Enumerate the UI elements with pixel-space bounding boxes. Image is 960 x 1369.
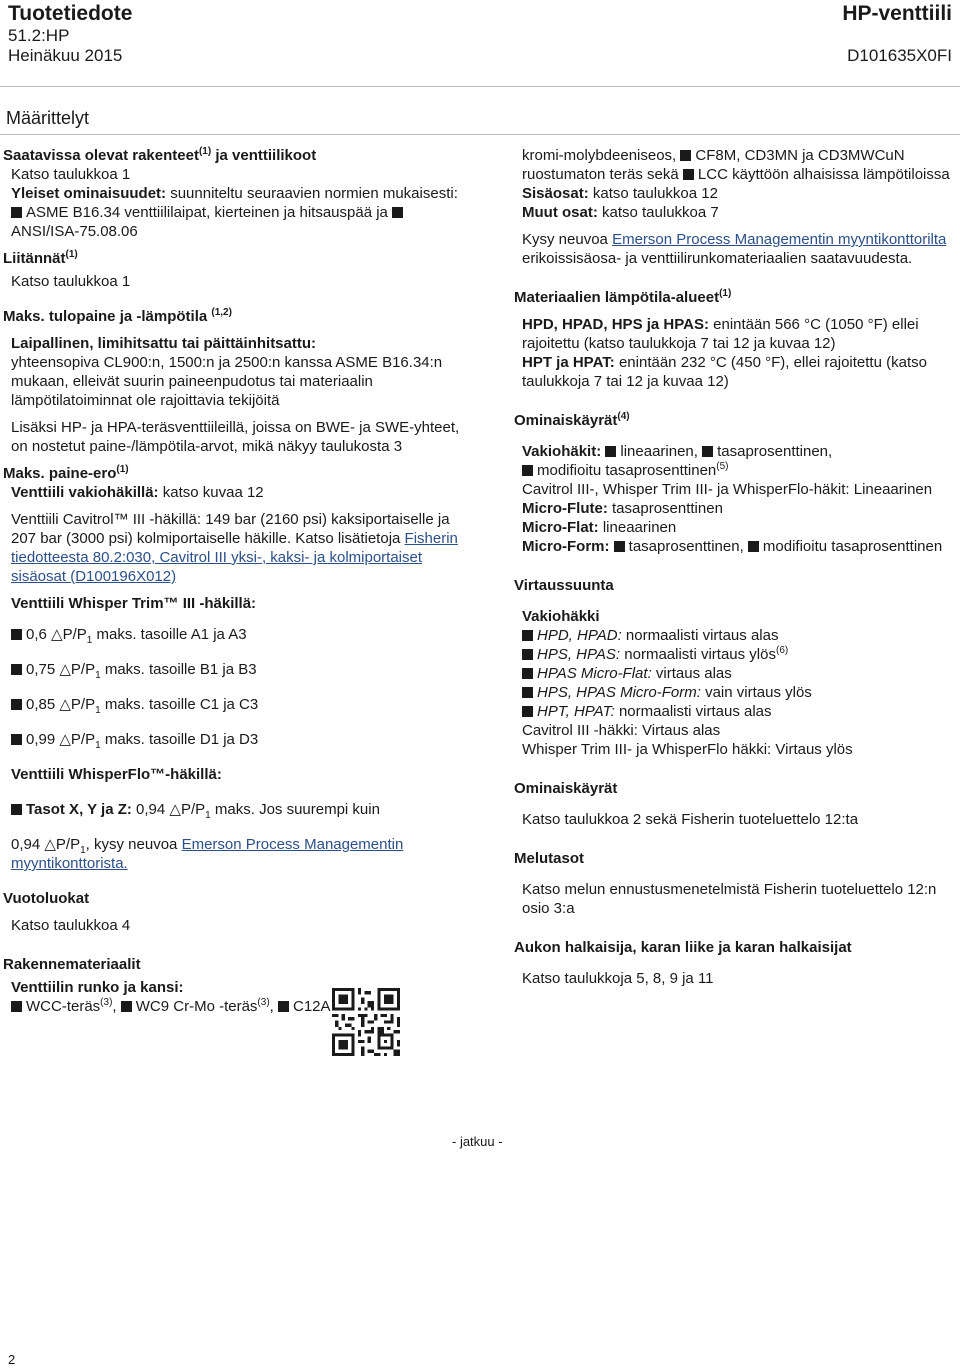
whisper-trim-heading: Venttiili Whisper Trim™ III -häkillä: [11, 595, 257, 612]
bullet-square-icon [11, 699, 22, 710]
whisperflo-line: Tasot X, Y ja Z: 0,94 $\triangle P/P_1$ maks. Jos suurempi kuin [11, 800, 463, 819]
liitannat-ref: Katso taulukkoa 1 [11, 273, 131, 290]
flow-item: HPD, HPAD: normaalisti virtaus alas [522, 626, 954, 645]
flow-item: HPAS Micro-Flat: virtaus alas [522, 664, 954, 683]
delta-icon: △ [59, 696, 71, 713]
delta-icon: △ [51, 626, 63, 643]
micro-flute-line: Micro-Flute: tasaprosenttinen [522, 500, 723, 517]
page-number: 2 [8, 1352, 16, 1367]
bullet-square-icon [522, 649, 533, 660]
vakiohakki-sub: Vakiohäkki [522, 608, 600, 625]
bullet-square-icon [522, 465, 533, 476]
materials-continued: kromi-molybdeeniseos, CF8M, CD3MN ja CD3MWCuN ruostumaton teräs sekä LCC käyttöön alhaisissa lämpötiloissa [522, 147, 950, 183]
tulopaine-text2: Lisäksi HP- ja HPA-teräsventtiileillä, joissa on BWE- ja SWE-yhteet, on nostetut paine-/lämpötila-arvot, mikä näkyy taulukosta 3 [11, 419, 460, 455]
aukon-halkaisija-heading: Aukon halkaisija, karan liike ja karan halkaisijat [514, 939, 852, 956]
header-left [8, 2, 132, 66]
section-divider [0, 134, 960, 135]
whisperflo-contact: 0,94 $\triangle P/P_1$, kysy neuvoa Emerson Process Managementin myyntikonttorista. [11, 836, 404, 872]
doc-number: 51.2:HP [8, 26, 70, 45]
bullet-square-icon [121, 1001, 132, 1012]
delta-icon: △ [169, 801, 181, 818]
kysy-neuvoa-text: Kysy neuvoa Emerson Process Managementin myyntikonttorilta erikoissisäosa- ja venttiilirunkomateriaalien saatavuudesta. [522, 231, 947, 267]
bullet-square-icon [680, 150, 691, 161]
bullet-square-icon [522, 630, 533, 641]
bullet-square-icon [683, 169, 694, 180]
emerson-contact-link[interactable]: Emerson Process Managementin myyntikonttorilta [612, 231, 947, 248]
yleiset-ominaisuudet: Yleiset ominaisuudet: suunniteltu seuraavien normien mukaisesti: ASME B16.34 venttiililaipat, kierteinen ja hitsauspää ja ANSI/ISA-75.08.06 [11, 185, 458, 240]
qr-code-icon [332, 988, 400, 1056]
bullet-square-icon [392, 207, 403, 218]
whisper-trim-item: 0,99 $\triangle P/P_1$ maks. tasoille D1 ja D3 [11, 730, 463, 749]
bullet-square-icon [11, 664, 22, 675]
paine-ero-heading: Maks. paine-ero$^{(1)}$ [3, 464, 129, 482]
bullet-square-icon [522, 668, 533, 679]
doc-type: Tuotetiedote [8, 2, 133, 25]
vuotoluokat-ref: Katso taulukkoa 4 [11, 917, 131, 934]
tulopaine-text: yhteensopiva CL900:n, 1500:n ja 2500:n kanssa ASME B16.34:n mukaan, elleivät suurin paineenpudotus tai materiaalin lämpötilatoiminnat ole rajoittavia tekijöitä [11, 354, 443, 409]
doc-code: D101635X0FI [847, 46, 952, 65]
doc-date: Heinäkuu 2015 [8, 46, 123, 65]
runko-kansi-sub: Venttiilin runko ja kansi: [11, 979, 184, 996]
lampotila-alueet-heading: Materiaalien lämpötila-alueet$^{(1)}$ [514, 288, 732, 306]
bullet-square-icon [522, 687, 533, 698]
virtaussuunta-heading: Virtaussuunta [514, 577, 614, 594]
aukon-halkaisija-text: Katso taulukkoja 5, 8, 9 ja 11 [522, 970, 714, 987]
bullet-square-icon [614, 541, 625, 552]
rakenteet-ref: Katso taulukkoa 1 [11, 166, 131, 183]
flow-item: HPS, HPAS: normaalisti virtaus ylös$^{(6)}$ [522, 645, 954, 664]
micro-form-line: Micro-Form: tasaprosenttinen, modifioitu tasaprosenttinen [522, 538, 943, 555]
tulopaine-heading: Maks. tulopaine ja -lämpötila $^{(1,2)}$ [3, 307, 232, 325]
rakennemateriaalit-heading: Rakennemateriaalit [3, 956, 141, 973]
vuotoluokat-heading: Vuotoluokat [3, 890, 90, 907]
header-divider [0, 86, 960, 87]
right-column [514, 146, 954, 988]
rakenteet-heading: Saatavissa olevat rakenteet$^{(1)}$ ja venttiilikoot [3, 146, 317, 164]
vakiohakit-line: Vakiohäkit: lineaarinen, tasaprosenttinen, modifioitu tasaprosenttinen$^{(5)}$ [522, 443, 833, 479]
ominaiskayrat2-text: Katso taulukkoa 2 sekä Fisherin tuoteluettelo 12:ta [522, 811, 859, 828]
whisperflo-heading: Venttiili WhisperFlo™-häkillä: [11, 766, 222, 783]
bullet-square-icon [702, 446, 713, 457]
whisper-trim-item: 0,6 $\triangle P/P_1$ maks. tasoille A1 ja A3 [11, 625, 463, 644]
bullet-square-icon [605, 446, 616, 457]
cavitrol-text: Venttiili Cavitrol™ III -häkillä: 149 bar (2160 psi) kaksiportaiselle ja 207 bar (3000 psi) kolmiportaiselle häkille. Katso lisätietoja Fisherin tiedotteesta 80.2:030, Cavitrol III yksi-, kaksi- ja kolmiportaiset sisäosat (D100196X012) [11, 511, 458, 585]
liitannat-heading: Liitännät$^{(1)}$ [3, 249, 78, 267]
micro-flat-line: Micro-Flat: lineaarinen [522, 519, 677, 536]
ominaiskayrat-heading: Ominaiskäyrät$^{(4)}$ [514, 411, 630, 429]
fisher-bulletin-link[interactable]: Fisherin tiedotteesta 80.2:030, Cavitrol III yksi-, kaksi- ja kolmiportaiset sisäosat (D100196X012) [11, 530, 458, 585]
tulopaine-sub: Laipallinen, limihitsattu tai päittäinhitsattu: [11, 335, 317, 352]
vakiohakki-line: Venttiili vakiohäkillä: katso kuvaa 12 [11, 484, 264, 501]
melutasot-heading: Melutasot [514, 850, 585, 867]
cavitrol-hakit-line: Cavitrol III-, Whisper Trim III- ja WhisperFlo-häkit: Lineaarinen [522, 481, 933, 498]
whisper-trim-item: 0,75 $\triangle P/P_1$ maks. tasoille B1 ja B3 [11, 660, 463, 679]
whisper-trim-item: 0,85 $\triangle P/P_1$ maks. tasoille C1 ja C3 [11, 695, 463, 714]
bullet-square-icon [11, 804, 22, 815]
left-column [3, 146, 463, 1016]
flow-item: HPT, HPAT: normaalisti virtaus alas [522, 702, 954, 721]
bullet-square-icon [748, 541, 759, 552]
bullet-square-icon [278, 1001, 289, 1012]
bullet-square-icon [11, 734, 22, 745]
ominaiskayrat2-heading: Ominaiskäyrät [514, 780, 618, 797]
cavitrol-flow-line: Cavitrol III -häkki: Virtaus alas [522, 722, 721, 739]
whisper-flow-line: Whisper Trim III- ja WhisperFlo häkki: Virtaus ylös [522, 741, 853, 758]
melutasot-text: Katso melun ennustusmenetelmistä Fisherin tuoteluettelo 12:n osio 3:a [522, 881, 937, 917]
delta-icon: △ [59, 731, 71, 748]
bullet-square-icon [522, 706, 533, 717]
bullet-square-icon [11, 629, 22, 640]
bullet-square-icon [11, 207, 22, 218]
bullet-square-icon [11, 1001, 22, 1012]
flow-item: HPS, HPAS Micro-Form: vain virtaus ylös [522, 683, 954, 702]
runko-materials: WCC-teräs$^{(3)}$, WC9 Cr-Mo -teräs$^{(3)}$, C12A [11, 997, 463, 1016]
delta-icon: △ [59, 661, 71, 678]
lampotila-line-1: HPD, HPAD, HPS ja HPAS: enintään 566 °C (1050 °F) ellei rajoitettu (katso taulukkoja 7 tai 12 ja kuvaa 12) [522, 316, 919, 352]
emerson-sales-link[interactable]: Emerson Process Managementin myyntikonttorista. [11, 836, 404, 872]
lampotila-line-2: HPT ja HPAT: enintään 232 °C (450 °F), ellei rajoitettu (katso taulukkoja 7 tai 12 ja kuvaa 12) [522, 354, 927, 390]
continued-label: - jatkuu - [452, 1134, 503, 1149]
whisper-trim-list [11, 625, 463, 749]
sisaosat-line: Sisäosat: katso taulukkoa 12 [522, 185, 718, 202]
muut-osat-line: Muut osat: katso taulukkoa 7 [522, 204, 719, 221]
product-name: HP-venttiili [842, 2, 952, 25]
header-right [842, 2, 952, 66]
section-title: Määrittelyt [6, 108, 90, 128]
delta-icon: △ [44, 836, 56, 853]
